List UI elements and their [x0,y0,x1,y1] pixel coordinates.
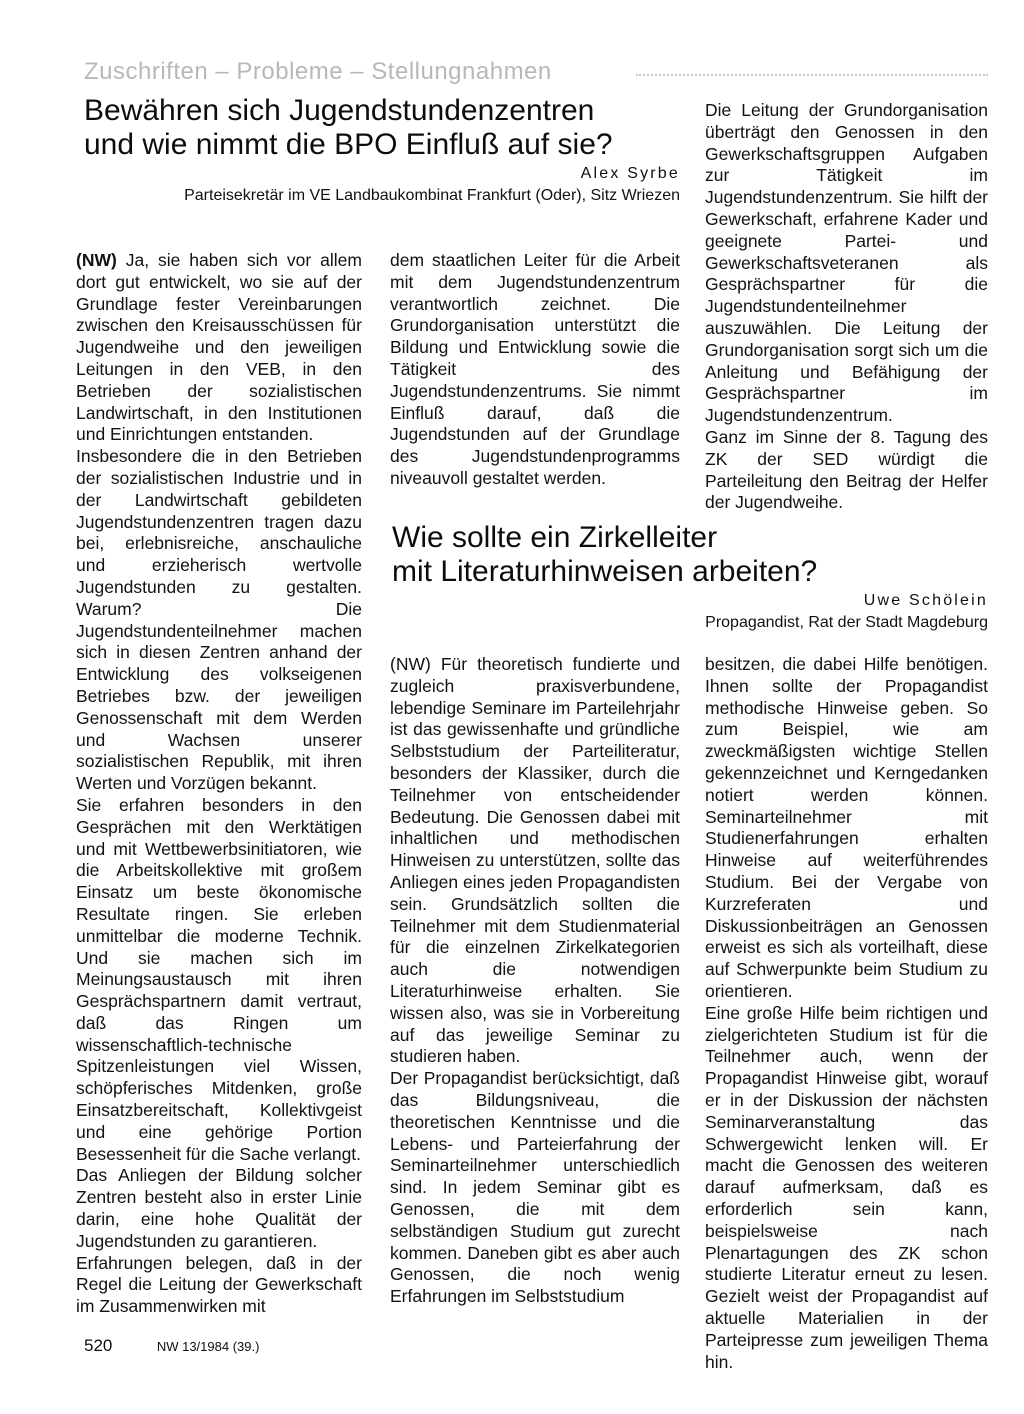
article1-column-3 [705,100,988,514]
article1-col1-paragraph-4: Das Anliegen der Bildung solcher Zentren besteht also in erster Linie darin, eine hohe Qualität der Jugendstunden zu garantieren. [76,1165,362,1251]
article2-col2-paragraph-1: (NW) Für theoretisch fundierte und zugleich praxisverbundene, lebendige Seminare im Parteilehrjahr ist das gewissenhafte und gründliche Selbststudium der Parteiliteratur, besonders der Klassiker, durch die Teilnehmer von entscheidender Bedeutung. Die Genossen dabei mit inhaltlichen und methodischen Hinweisen zu unterstützen, sollte das Anliegen eines jeden Propagandisten sein. Grundsätzlich sollten die Teilnehmer mit dem Studienmaterial für die einzelnen Zirkelkategorien auch die notwendigen Literaturhinweise erhalten. Sie wissen also, was sie in Vorbereitung auf das jeweilige Seminar zu studieren haben. [390,654,680,1067]
article1-column-1 [76,250,362,1318]
article2-header [392,521,988,633]
article1-col1-paragraph-3: Sie erfahren besonders in den Gesprächen mit den Werktätigen und mit Wettbewerbsinitiatoren, wie die Arbeitskollektive mit großem Einsatz um beste ökonomische Resultate ringen. Sie erleben unmittelbar die moderne Technik. Und sie machen sich im Meinungsaustausch mit ihren Gesprächspartnern damit vertraut, daß das Ringen um wissenschaftlich-technische Spitzenleistungen viel Wissen, schöpferisches Mitdenken, große Einsatzbereitschaft, Kollektivgeist und eine gehörige Portion Besessenheit für die Sache verlangt. [76,794,362,1164]
article2-column-2 [390,654,680,1308]
article2-author: Uwe Schölein [863,592,988,609]
article2-title-line2: mit Literaturhinweisen arbeiten? [392,555,818,588]
article2-title [392,521,988,589]
article1-title-line2: und wie nimmt die BPO Einfluß auf sie? [84,128,613,161]
page-footer [84,1336,259,1356]
article2-role: Propagandist, Rat der Stadt Magdeburg [705,614,988,631]
article2-col3-paragraph-1: besitzen, die dabei Hilfe benötigen. Ihnen sollte der Propagandist methodische Hinweise geben. So zum Beispiel, wie am zweckmäßigsten wichtige Stellen gekennzeichnet und Kerngedanken notiert werden können. Seminarteilnehmer mit Studienerfahrungen erhalten Hinweise auf weiterführendes Studium. Bei der Vergabe von Kurzreferaten und Diskussionbeiträgen an Genossen erweist es sich als vorteilhaft, diese auf Schwerpunkte beim Studium zu orientieren. [705,654,988,1001]
article1-col3-paragraph-2: Ganz im Sinne der 8. Tagung des ZK der SED würdigt die Parteileitung den Beitrag der Helfer der Jugendweihe. [705,426,988,513]
article1-title [84,94,680,162]
article2-title-line1: Wie sollte ein Zirkelleiter [392,521,718,554]
article1-column-2 [390,250,680,490]
article2-column-3 [705,654,988,1373]
page-number: 520 [84,1336,113,1355]
article1-role: Parteisekretär im VE Landbaukombinat Frankfurt (Oder), Sitz Wriezen [184,187,680,204]
article1-col3-paragraph-1: Die Leitung der Grundorganisation überträgt den Genossen in den Gewerkschaftsgruppen Aufgaben zur Tätigkeit im Jugendstundenzentrum. Sie hilft der Gewerkschaft, erfahrene Kader und geeignete Partei- und Gewerkschaftsveteranen als Gesprächspartner für die Jugendstundenteilnehmer auszuwählen. Die Leitung der Grundorganisation sorgt sich um die Anleitung und Befähigung der Gesprächspartner im Jugendstundenzentrum. [705,100,988,426]
rubric-rule [636,74,988,76]
nw-lead: (NW) [76,250,117,270]
article1-title-line1: Bewähren sich Jugendstundenzentren [84,94,595,127]
article1-col1-paragraph-5: Erfahrungen belegen, daß in der Regel die Leitung der Gewerkschaft im Zusammenwirken mit [76,1252,362,1317]
article1-col1-paragraph-1: (NW) Ja, sie haben sich vor allem dort gut entwickelt, wo sie auf der Grundlage fester Vereinbarungen zwischen den Kreisausschüssen für Jugendweihe und den jeweiligen Leitungen in den VEB, in den Betrieben der sozialistischen Landwirtschaft, in den Institutionen und Einrichtungen entstanden. [76,250,362,445]
article1-col2-paragraph-1: dem staatlichen Leiter für die Arbeit mit dem Jugendstundenzentrum verantwortlich zeichnet. Die Grundorganisation unterstützt die Bildung und Entwicklung sowie die Tätigkeit des Jugendstundenzentrums. Sie nimmt Einfluß darauf, daß die Jugendstunden auf der Grundlage des Jugendstundenprogramms niveauvoll gestaltet werden. [390,250,680,488]
article1-author: Alex Syrbe [580,165,680,182]
article1-header [84,94,680,206]
article2-col2-paragraph-2: Der Propagandist berücksichtigt, daß das Bildungsniveau, die theoretischen Kenntnisse und die Lebens- und Parteierfahrung der Seminarteilnehmer unterschiedlich sind. In jedem Seminar gibt es Genossen, die mit dem selbständigen Studium gut zurecht kommen. Daneben gibt es aber auch Genossen, die noch wenig Erfahrungen im Selbststudium [390,1068,680,1307]
issue-label: NW 13/1984 (39.) [156,1339,260,1354]
article1-col1-paragraph-2: Insbesondere die in den Betrieben der sozialistischen Industrie und in der Landwirtschaft gebildeten Jugendstundenzentren tragen dazu bei, erlebnisreiche, anschauliche und erzieherisch wertvolle Jugendstunden zu gestalten. Warum? Die Jugendstundenteilnehmer machen sich in diesen Zentren anhand der Entwicklung des volkseigenen Betriebes bzw. der jeweiligen Genossenschaft mit dem Werden und Wachsen unserer sozialistischen Republik, mit ihren Werten und Vorzügen bekannt. [76,446,362,794]
rubric-header: Zuschriften – Probleme – Stellungnahmen [84,58,552,85]
article2-col3-paragraph-2: Eine große Hilfe beim richtigen und zielgerichteten Studium ist für die Teilnehmer auch, wenn der Propagandist Hinweise gibt, worauf er in der Diskussion der nächsten Seminarveranstaltung das Schwergewicht lenken will. Er macht die Genossen des weiteren darauf aufmerksam, daß es erforderlich sein kann, beispielsweise nach Plenartagungen des ZK schon studierte Literatur erneut zu lesen. Gezielt weist der Propagandist auf aktuelle Materialien in der Parteipresse zum jeweiligen Thema hin. [705,1002,988,1372]
